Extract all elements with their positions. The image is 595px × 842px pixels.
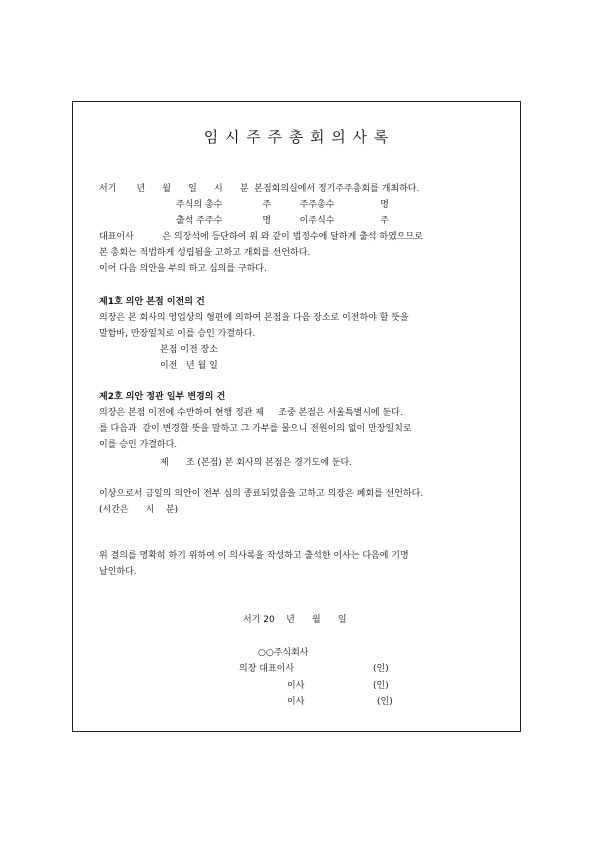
agenda-1-heading: 제1호 의안 본점 이전의 건 <box>99 297 205 307</box>
seal-mark: (인) <box>373 664 389 674</box>
agenda-2-line-4: 제 조 (본점) 본 회사의 본점은 경기도에 둔다. <box>160 458 353 468</box>
intro-line-5: 본 총회는 적법하게 성립됨을 고하고 개회를 선언하다. <box>99 248 311 258</box>
closing-line-1: 이상으로서 금일의 의안이 전부 심의 종료되었음을 고하고 의장은 폐회를 선언하다. <box>99 489 424 499</box>
intro-line-3: 출석 주주수 명 이주식수 주 <box>176 216 389 226</box>
signature-role: 이사 <box>287 681 305 691</box>
seal-mark: (인) <box>377 697 393 707</box>
intro-line-6: 이어 다음 의안을 부의 하고 심의를 구하다. <box>99 264 267 274</box>
agenda-2-heading: 제2호 의안 정관 일부 변경의 건 <box>99 392 226 402</box>
signature-role: 이사 <box>287 697 305 707</box>
attest-line-2: 날인하다. <box>99 567 137 577</box>
company-name: ○○주식회사 <box>258 648 309 658</box>
agenda-2-line-1: 의장은 본점 이전에 수반하여 현행 정관 제 조중 본점은 서울특별시에 둔다. <box>99 408 403 418</box>
agenda-1-line-2: 말함바, 만장일치로 이를 승인 가결하다. <box>99 329 256 339</box>
agenda-1-line-1: 의장은 본 회사의 영업상의 형편에 의하여 본점을 다음 장소로 이전하야 할 뜻을 <box>99 313 409 323</box>
seal-mark: (인) <box>373 681 389 691</box>
agenda-2-line-3: 이를 승인 가결하다. <box>99 440 178 450</box>
agenda-1-line-4: 이전 년 월 일 <box>160 361 218 371</box>
document-title: 임 시 주 주 총 회 의 사 록 <box>203 128 390 146</box>
signature-role: 의장 대표이사 <box>239 664 295 674</box>
intro-line-4: 대표이사 은 의장석에 등단하여 위 와 같이 법정수에 달하게 출석 하였으므로 <box>99 232 423 242</box>
closing-line-2: (시간은 시 분) <box>99 505 179 515</box>
signing-date: 서기 20 년 월 일 <box>243 615 347 625</box>
intro-line-1: 서기 년 월 일 시 분 본점회의실에서 정기주주총회를 개최하다. <box>99 184 420 194</box>
intro-line-2: 주식의 총수 주 주주총수 명 <box>176 200 389 210</box>
attest-line-1: 위 결의를 명확히 하기 위하여 이 의사록을 작성하고 출석한 이사는 다음에 기명 <box>99 551 409 561</box>
agenda-1-line-3: 본점 이전 장소 <box>160 345 218 355</box>
agenda-2-line-2: 를 다음과 같이 변경할 뜻을 말하고 그 가부를 물으니 전원이의 없이 만장일치로 <box>99 424 412 434</box>
